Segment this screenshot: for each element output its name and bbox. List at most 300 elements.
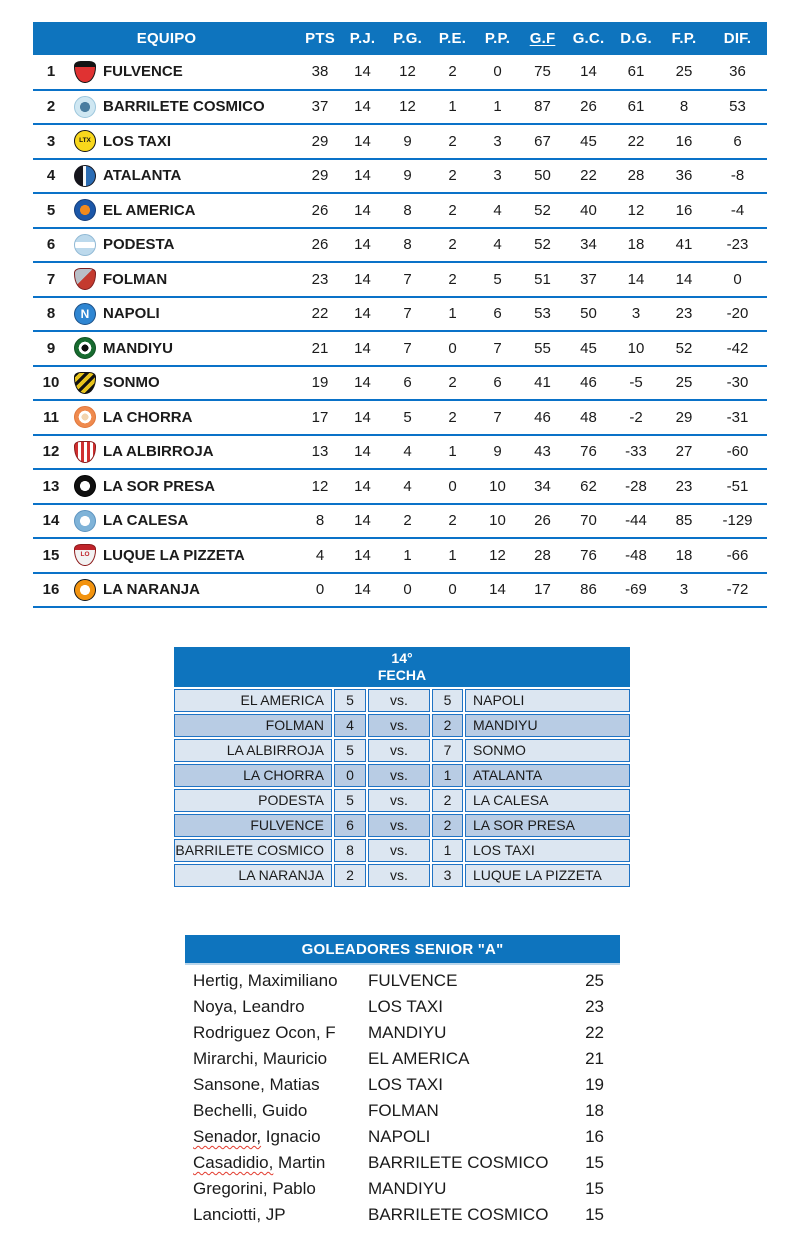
stat-d-g: -2 [612, 400, 660, 435]
scorer-row [185, 1072, 620, 1098]
home-team-cell: FULVENCE [174, 814, 332, 837]
stat-p-e: 0 [430, 573, 475, 608]
stat-g-f: 34 [520, 469, 565, 504]
scorer-goals: 18 [585, 1101, 604, 1120]
team-cell [69, 228, 300, 263]
stat-p-g: 7 [385, 331, 430, 366]
fecha-row [174, 814, 630, 837]
stat-dif: -129 [708, 504, 767, 539]
stat-p-g: 7 [385, 297, 430, 332]
team-cell-content [69, 579, 300, 601]
stat-pts: 26 [300, 228, 340, 263]
stat-p-j: 14 [340, 124, 385, 159]
team-cell-content [69, 268, 300, 290]
stat-g-c: 46 [565, 366, 612, 401]
scorer-goals: 16 [585, 1127, 604, 1146]
stat-p-e: 1 [430, 435, 475, 470]
mandiyu-logo-icon [74, 337, 96, 359]
team-name: LA NARANJA [103, 581, 200, 599]
scorer-row [185, 1124, 620, 1150]
away-team-cell: NAPOLI [465, 689, 630, 712]
scorer-goals: 25 [585, 971, 604, 990]
team-cell-content [69, 199, 300, 221]
team-name: SONMO [103, 374, 160, 392]
stat-pts: 19 [300, 366, 340, 401]
home-team-cell: LA ALBIRROJA [174, 739, 332, 762]
team-cell [69, 400, 300, 435]
folman-logo-icon [74, 268, 96, 290]
stat-g-c: 76 [565, 538, 612, 573]
luque-la-pizzeta-logo-icon: LO [74, 544, 96, 566]
column-header-dif: DIF. [708, 22, 767, 55]
vs-cell: vs. [368, 789, 430, 812]
stat-d-g: 10 [612, 331, 660, 366]
stat-p-j: 14 [340, 228, 385, 263]
team-cell [69, 366, 300, 401]
stat-dif: -4 [708, 193, 767, 228]
column-header-p-p: P.P. [475, 22, 520, 55]
stat-p-j: 14 [340, 504, 385, 539]
stat-dif: -23 [708, 228, 767, 263]
standings-row [33, 90, 767, 125]
stat-pts: 0 [300, 573, 340, 608]
scorer-goals: 19 [585, 1075, 604, 1094]
scorer-row [185, 1176, 620, 1202]
team-name: ATALANTA [103, 167, 182, 185]
scorer-goals: 15 [585, 1205, 604, 1224]
standings-row [33, 55, 767, 90]
podesta-logo-icon [74, 234, 96, 256]
stat-g-c: 26 [565, 90, 612, 125]
stat-f-p: 29 [660, 400, 708, 435]
team-cell-content [69, 234, 300, 256]
away-score-cell: 7 [432, 739, 463, 762]
stat-dif: -20 [708, 297, 767, 332]
stat-pts: 29 [300, 159, 340, 194]
stat-p-j: 14 [340, 366, 385, 401]
stat-p-g: 4 [385, 435, 430, 470]
stat-p-p: 6 [475, 366, 520, 401]
stat-d-g: 12 [612, 193, 660, 228]
team-cell [69, 504, 300, 539]
stat-p-j: 14 [340, 90, 385, 125]
stat-pts: 26 [300, 193, 340, 228]
stat-f-p: 18 [660, 538, 708, 573]
stat-dif: 0 [708, 262, 767, 297]
standings-row [33, 124, 767, 159]
stat-p-p: 10 [475, 469, 520, 504]
scorer-row [185, 994, 620, 1020]
stat-d-g: 18 [612, 228, 660, 263]
stat-d-g: 14 [612, 262, 660, 297]
team-cell-content [69, 372, 300, 394]
stat-pts: 37 [300, 90, 340, 125]
away-team-cell: MANDIYU [465, 714, 630, 737]
stat-p-j: 14 [340, 193, 385, 228]
stat-pts: 12 [300, 469, 340, 504]
stat-p-e: 0 [430, 331, 475, 366]
scorer-team: FOLMAN [368, 1101, 439, 1120]
standings-row [33, 573, 767, 608]
scorer-team: LOS TAXI [368, 1075, 443, 1094]
team-name: LA SOR PRESA [103, 477, 215, 495]
stat-d-g: 61 [612, 90, 660, 125]
stat-f-p: 16 [660, 193, 708, 228]
la-naranja-logo-icon [74, 579, 96, 601]
stat-dif: -66 [708, 538, 767, 573]
stat-f-p: 27 [660, 435, 708, 470]
stat-g-f: 87 [520, 90, 565, 125]
scorer-goals: 23 [585, 997, 604, 1016]
column-header-p-e: P.E. [430, 22, 475, 55]
away-score-cell: 3 [432, 864, 463, 887]
away-team-cell: LA SOR PRESA [465, 814, 630, 837]
team-cell [69, 262, 300, 297]
stat-f-p: 52 [660, 331, 708, 366]
standings-row [33, 435, 767, 470]
vs-cell: vs. [368, 864, 430, 887]
stat-p-g: 4 [385, 469, 430, 504]
team-name: LA CHORRA [103, 408, 193, 426]
team-name: EL AMERICA [103, 201, 196, 219]
column-header-g-f: G.F [520, 22, 565, 55]
away-team-cell: LOS TAXI [465, 839, 630, 862]
home-score-cell: 8 [334, 839, 366, 862]
scorer-goals: 22 [585, 1023, 604, 1042]
stat-p-g: 8 [385, 193, 430, 228]
stat-g-f: 53 [520, 297, 565, 332]
vs-cell: vs. [368, 814, 430, 837]
stat-g-c: 70 [565, 504, 612, 539]
stat-p-e: 2 [430, 193, 475, 228]
home-score-cell: 6 [334, 814, 366, 837]
scorer-goals: 15 [585, 1179, 604, 1198]
stat-g-f: 28 [520, 538, 565, 573]
stat-p-g: 7 [385, 262, 430, 297]
fecha-row [174, 739, 630, 762]
home-score-cell: 5 [334, 739, 366, 762]
stat-p-j: 14 [340, 297, 385, 332]
stat-g-f: 41 [520, 366, 565, 401]
away-team-cell: ATALANTA [465, 764, 630, 787]
column-header-p-j: P.J. [340, 22, 385, 55]
stat-p-e: 0 [430, 469, 475, 504]
team-name: FOLMAN [103, 270, 168, 288]
scorer-row [185, 1202, 620, 1228]
home-team-cell: LA NARANJA [174, 864, 332, 887]
team-name: FULVENCE [103, 63, 183, 81]
stat-g-c: 48 [565, 400, 612, 435]
fecha-table [172, 645, 632, 889]
fecha-round-number: 14° [391, 650, 413, 666]
stat-p-g: 1 [385, 538, 430, 573]
stat-g-c: 22 [565, 159, 612, 194]
team-cell [69, 90, 300, 125]
stat-f-p: 23 [660, 297, 708, 332]
stat-p-j: 14 [340, 159, 385, 194]
stat-p-p: 14 [475, 573, 520, 608]
team-name: LA CALESA [103, 512, 189, 530]
atalanta-logo-icon [74, 165, 96, 187]
stat-f-p: 23 [660, 469, 708, 504]
team-cell [69, 331, 300, 366]
away-team-cell: LUQUE LA PIZZETA [465, 864, 630, 887]
fecha-row [174, 789, 630, 812]
rank-cell: 14 [33, 504, 69, 539]
vs-cell: vs. [368, 764, 430, 787]
scorer-name: Sansone, Matias [193, 1075, 320, 1094]
stat-p-e: 2 [430, 400, 475, 435]
standings-row [33, 297, 767, 332]
stat-p-j: 14 [340, 469, 385, 504]
standings-row [33, 538, 767, 573]
scorer-team: EL AMERICA [368, 1049, 470, 1068]
stat-d-g: -48 [612, 538, 660, 573]
goleadores-list [185, 968, 620, 1228]
sonmo-logo-icon [74, 372, 96, 394]
stat-p-e: 2 [430, 366, 475, 401]
stat-p-e: 2 [430, 228, 475, 263]
home-team-cell: PODESTA [174, 789, 332, 812]
team-cell-content [69, 130, 300, 152]
stat-p-j: 14 [340, 331, 385, 366]
scorer-team: FULVENCE [368, 971, 458, 990]
scorer-name: Mirarchi, Mauricio [193, 1049, 328, 1068]
scorer-team: LOS TAXI [368, 997, 443, 1016]
fulvence-logo-icon [74, 61, 96, 83]
team-name: LUQUE LA PIZZETA [103, 546, 245, 564]
stat-g-f: 75 [520, 55, 565, 90]
stat-dif: -31 [708, 400, 767, 435]
stat-f-p: 85 [660, 504, 708, 539]
stat-p-g: 12 [385, 55, 430, 90]
stat-f-p: 41 [660, 228, 708, 263]
stat-p-p: 5 [475, 262, 520, 297]
rank-cell: 9 [33, 331, 69, 366]
rank-cell: 16 [33, 573, 69, 608]
stat-p-p: 12 [475, 538, 520, 573]
scorer-name: Hertig, Maximiliano [193, 971, 338, 990]
standings-row [33, 400, 767, 435]
stat-p-g: 8 [385, 228, 430, 263]
away-score-cell: 1 [432, 839, 463, 862]
stat-g-c: 34 [565, 228, 612, 263]
column-header-d-g: D.G. [612, 22, 660, 55]
stat-g-f: 51 [520, 262, 565, 297]
column-header-p-g: P.G. [385, 22, 430, 55]
stat-dif: -51 [708, 469, 767, 504]
team-cell [69, 538, 300, 573]
stat-f-p: 8 [660, 90, 708, 125]
stat-dif: -42 [708, 331, 767, 366]
scorer-team: NAPOLI [368, 1127, 431, 1146]
column-header-f-p: F.P. [660, 22, 708, 55]
standings-header-row [33, 22, 767, 55]
stat-f-p: 16 [660, 124, 708, 159]
standings-row [33, 331, 767, 366]
stat-dif: -8 [708, 159, 767, 194]
scorer-row [185, 1046, 620, 1072]
stat-pts: 4 [300, 538, 340, 573]
away-score-cell: 5 [432, 689, 463, 712]
stat-p-p: 1 [475, 90, 520, 125]
stat-p-j: 14 [340, 435, 385, 470]
team-cell-content [69, 337, 300, 359]
stat-p-j: 14 [340, 400, 385, 435]
stat-p-e: 1 [430, 297, 475, 332]
stat-p-p: 4 [475, 228, 520, 263]
stat-pts: 38 [300, 55, 340, 90]
away-team-cell: SONMO [465, 739, 630, 762]
rank-cell: 5 [33, 193, 69, 228]
rank-cell: 10 [33, 366, 69, 401]
stat-g-c: 45 [565, 331, 612, 366]
team-name: BARRILETE COSMICO [103, 98, 265, 116]
stat-p-e: 2 [430, 262, 475, 297]
team-cell [69, 573, 300, 608]
team-cell [69, 193, 300, 228]
column-header-pts: PTS [300, 22, 340, 55]
scorer-team: BARRILETE COSMICO [368, 1205, 549, 1224]
fecha-row [174, 764, 630, 787]
stat-p-e: 2 [430, 55, 475, 90]
stat-f-p: 14 [660, 262, 708, 297]
stat-f-p: 25 [660, 366, 708, 401]
stat-d-g: 28 [612, 159, 660, 194]
team-cell-content [69, 475, 300, 497]
scorer-name: Senador, Ignacio [193, 1127, 321, 1146]
vs-cell: vs. [368, 739, 430, 762]
stat-g-c: 45 [565, 124, 612, 159]
stat-d-g: -28 [612, 469, 660, 504]
stat-g-c: 50 [565, 297, 612, 332]
fecha-title [174, 647, 630, 687]
rank-cell: 11 [33, 400, 69, 435]
stat-p-g: 9 [385, 159, 430, 194]
scorer-row [185, 968, 620, 994]
team-cell-content [69, 61, 300, 83]
fecha-header-row [174, 647, 630, 687]
rank-cell: 7 [33, 262, 69, 297]
stat-f-p: 25 [660, 55, 708, 90]
rank-cell: 2 [33, 90, 69, 125]
rank-cell: 12 [33, 435, 69, 470]
away-score-cell: 2 [432, 789, 463, 812]
stat-pts: 13 [300, 435, 340, 470]
scorer-team: MANDIYU [368, 1023, 447, 1042]
team-cell-content [69, 96, 300, 118]
home-score-cell: 5 [334, 689, 366, 712]
team-name: LA ALBIRROJA [103, 443, 214, 461]
home-score-cell: 5 [334, 789, 366, 812]
stat-p-e: 1 [430, 90, 475, 125]
rank-cell: 6 [33, 228, 69, 263]
stat-d-g: -5 [612, 366, 660, 401]
rank-cell: 15 [33, 538, 69, 573]
rank-cell: 13 [33, 469, 69, 504]
stat-p-e: 2 [430, 124, 475, 159]
scorer-row [185, 1150, 620, 1176]
team-cell [69, 55, 300, 90]
scorer-name: Noya, Leandro [193, 997, 305, 1016]
fecha-row [174, 689, 630, 712]
standings-row [33, 159, 767, 194]
team-cell [69, 435, 300, 470]
stat-d-g: -33 [612, 435, 660, 470]
goleadores-title: GOLEADORES SENIOR "A" [301, 941, 504, 958]
team-cell-content [69, 165, 300, 187]
scorer-team: MANDIYU [368, 1179, 447, 1198]
stat-dif: 36 [708, 55, 767, 90]
home-team-cell: FOLMAN [174, 714, 332, 737]
vs-cell: vs. [368, 839, 430, 862]
stat-p-p: 6 [475, 297, 520, 332]
napoli-logo-icon: N [74, 303, 96, 325]
stat-p-e: 2 [430, 504, 475, 539]
stat-g-f: 52 [520, 193, 565, 228]
stat-g-f: 26 [520, 504, 565, 539]
vs-cell: vs. [368, 714, 430, 737]
scorer-name: Lanciotti, JP [193, 1205, 286, 1224]
stat-pts: 23 [300, 262, 340, 297]
scorer-goals: 15 [585, 1153, 604, 1172]
away-team-cell: LA CALESA [465, 789, 630, 812]
team-cell [69, 159, 300, 194]
stat-g-c: 76 [565, 435, 612, 470]
standings-row [33, 366, 767, 401]
stat-pts: 22 [300, 297, 340, 332]
stat-p-p: 9 [475, 435, 520, 470]
home-score-cell: 0 [334, 764, 366, 787]
stat-dif: -30 [708, 366, 767, 401]
fecha-row [174, 839, 630, 862]
vs-cell: vs. [368, 689, 430, 712]
goleadores-header [185, 935, 620, 965]
standings-row [33, 228, 767, 263]
scorer-name-misspelled: Senador, [193, 1127, 262, 1146]
column-header-equipo: EQUIPO [33, 22, 300, 55]
team-cell-content [69, 406, 300, 428]
la-chorra-logo-icon [74, 406, 96, 428]
stat-dif: -60 [708, 435, 767, 470]
home-team-cell: LA CHORRA [174, 764, 332, 787]
stat-p-p: 7 [475, 331, 520, 366]
stat-d-g: 3 [612, 297, 660, 332]
la-calesa-logo-icon [74, 510, 96, 532]
stat-pts: 8 [300, 504, 340, 539]
stat-d-g: 22 [612, 124, 660, 159]
stat-d-g: -69 [612, 573, 660, 608]
stat-p-g: 6 [385, 366, 430, 401]
la-albirroja-logo-icon [74, 441, 96, 463]
stat-pts: 17 [300, 400, 340, 435]
stat-g-f: 67 [520, 124, 565, 159]
away-score-cell: 2 [432, 814, 463, 837]
scorer-name: Bechelli, Guido [193, 1101, 308, 1120]
stat-p-e: 2 [430, 159, 475, 194]
home-team-cell: BARRILETE COSMICO [174, 839, 332, 862]
stat-dif: -72 [708, 573, 767, 608]
stat-g-c: 62 [565, 469, 612, 504]
team-name: LOS TAXI [103, 132, 172, 150]
stat-f-p: 3 [660, 573, 708, 608]
team-name: MANDIYU [103, 339, 173, 357]
standings-table [33, 22, 767, 608]
stat-g-f: 46 [520, 400, 565, 435]
goleadores-section [185, 935, 620, 1228]
stat-p-g: 12 [385, 90, 430, 125]
scorer-name-misspelled: Casadidio, [193, 1153, 274, 1172]
